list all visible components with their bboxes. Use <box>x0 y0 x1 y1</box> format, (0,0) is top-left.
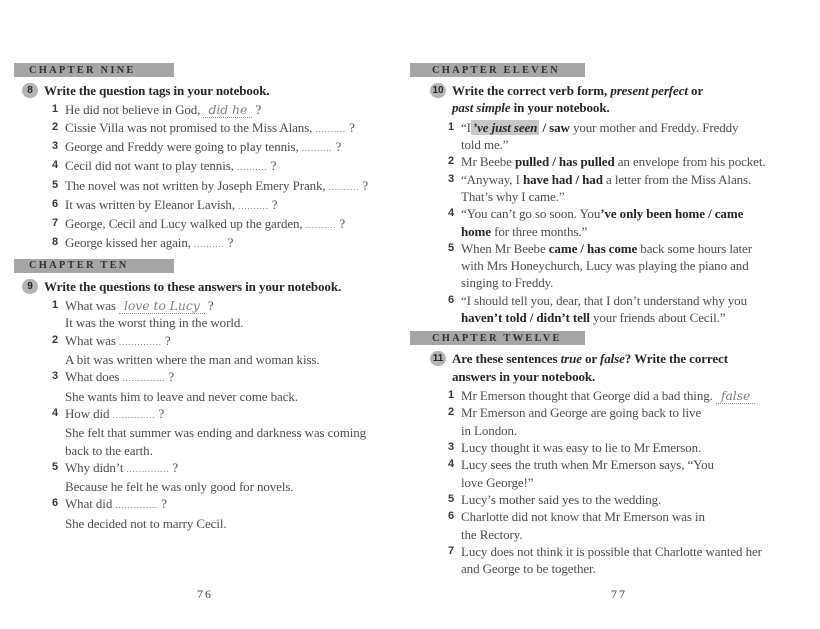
text-segment: and George to be together. <box>461 561 596 577</box>
answer-blank: .......... <box>305 220 337 231</box>
exercise-item <box>14 157 396 176</box>
text-segment: What was <box>65 332 119 348</box>
item-body <box>461 456 806 491</box>
text-line <box>452 350 728 367</box>
item-body <box>461 439 806 456</box>
exercise-item <box>14 405 396 459</box>
text-line <box>461 292 806 309</box>
item-body <box>65 215 396 234</box>
text-segment: ? <box>158 496 167 512</box>
item-body <box>461 205 806 240</box>
handwritten-answer: love to Lucy <box>119 298 205 314</box>
text-segment: A bit was written where the man and woman kiss. <box>65 352 320 368</box>
text-segment: “I should tell you, dear, that I don’t understand why you <box>461 292 747 308</box>
item-number: 5 <box>448 241 455 254</box>
item-number: 6 <box>448 293 455 306</box>
exercise-item <box>14 101 396 118</box>
text-segment: back some hours later <box>637 240 752 256</box>
item-number: 3 <box>52 140 59 152</box>
item-body <box>461 404 806 439</box>
text-line <box>461 422 806 439</box>
text-segment: Charlotte did not know that Mr Emerson was in <box>461 509 705 525</box>
answer-blank: .......... <box>236 162 268 173</box>
text-segment: It was the worst thing in the world. <box>65 315 244 331</box>
exercise-item <box>14 234 396 253</box>
item-body <box>65 101 396 118</box>
text-line <box>461 491 806 508</box>
page-number-right: 77 <box>611 587 627 601</box>
page-number-left: 76 <box>197 587 213 601</box>
bold-text-segment: or <box>581 351 601 367</box>
text-segment: Cecil did not want to play tennis, <box>65 158 237 174</box>
chapter-heading <box>14 259 174 273</box>
text-line <box>461 543 806 560</box>
bold-italic-text-segment: present perfect <box>610 83 688 98</box>
exercise-instruction <box>44 82 269 99</box>
bold-text-segment: ? Write the correct <box>624 351 728 367</box>
item-number: 8 <box>52 236 59 249</box>
item-body <box>461 491 806 508</box>
text-line <box>65 177 396 196</box>
text-line <box>65 215 396 234</box>
answer-blank: .......... <box>238 200 269 211</box>
text-segment: Mr Emerson and George are going back to live <box>461 405 702 421</box>
text-segment: Lucy’s mother said yes to the wedding. <box>461 491 662 507</box>
text-segment: the Rectory. <box>461 526 523 542</box>
item-body <box>65 119 396 138</box>
text-segment: What did <box>65 496 116 512</box>
exercise-number-badge: 11 <box>430 351 446 366</box>
text-segment: ? <box>165 369 175 385</box>
bold-text-segment: in your notebook. <box>510 100 610 116</box>
exercise-number-badge: 8 <box>22 83 38 98</box>
text-segment: How did <box>65 405 113 421</box>
text-segment: Mr Emerson thought that George did a bad thing. <box>461 388 716 404</box>
text-segment: ? <box>204 298 214 314</box>
exercise-item <box>410 439 806 456</box>
text-line <box>65 297 396 314</box>
text-segment: Mr Beebe <box>461 154 515 170</box>
item-body <box>461 171 806 206</box>
text-line <box>44 82 269 99</box>
exercise-item <box>14 177 396 196</box>
text-line <box>461 474 806 491</box>
text-line <box>461 526 806 543</box>
text-line <box>65 459 396 478</box>
text-segment: George kissed her again, <box>65 235 195 251</box>
text-segment: for three months.” <box>490 223 588 239</box>
bold-italic-text-segment: true <box>560 351 582 367</box>
item-number: 4 <box>448 458 455 471</box>
item-number: 3 <box>448 441 455 454</box>
item-number: 2 <box>448 155 455 168</box>
exercise-items <box>14 297 396 532</box>
text-line <box>65 515 396 532</box>
exercise-items <box>14 101 396 253</box>
text-segment: ? <box>332 139 342 154</box>
text-line <box>65 101 396 118</box>
exercise-item <box>14 368 396 405</box>
text-line <box>65 478 396 495</box>
text-line <box>461 257 806 274</box>
text-segment: She felt that summer was ending and darkness was coming <box>65 425 367 441</box>
item-body <box>65 157 396 176</box>
exercise-item <box>410 171 806 206</box>
text-segment: ? <box>268 196 278 212</box>
exercise-item <box>14 138 396 157</box>
bold-text-segment: / saw <box>539 119 570 135</box>
item-number: 1 <box>448 120 455 133</box>
page-77 <box>410 63 806 629</box>
chapter-section <box>410 331 806 577</box>
text-segment: singing to Freddy. <box>461 275 554 291</box>
exercise-item <box>14 297 396 332</box>
exercise-items <box>410 119 806 327</box>
bold-text-segment: or <box>687 83 704 98</box>
text-line <box>461 274 806 291</box>
text-line <box>65 314 396 331</box>
text-line <box>65 368 396 387</box>
text-segment: ? <box>359 177 369 193</box>
item-body <box>65 177 396 196</box>
highlighted-answer: ’ve just seen <box>472 119 538 135</box>
bold-italic-text-segment: past simple <box>452 100 511 116</box>
item-body <box>65 495 396 532</box>
item-number: 5 <box>52 178 59 191</box>
bold-italic-text-segment: false <box>600 351 625 367</box>
text-line <box>65 234 396 253</box>
chapter-heading-label: CHAPTER ELEVEN <box>432 64 560 76</box>
text-line <box>461 387 806 404</box>
text-line <box>65 119 396 138</box>
bold-text-segment: ’ve only been home / came <box>600 206 744 222</box>
text-segment: He did not believe in God, <box>65 102 204 118</box>
item-number: 1 <box>52 299 59 312</box>
text-segment: ? <box>336 216 346 232</box>
item-body <box>65 297 396 332</box>
bold-text-segment: came / has come <box>548 240 638 256</box>
bold-text-segment: Write the questions to these answers in your notebook. <box>44 278 342 294</box>
exercise-item <box>410 240 806 292</box>
text-segment: ? <box>224 235 234 251</box>
text-line <box>65 351 396 368</box>
item-number: 5 <box>448 492 455 505</box>
page-76 <box>14 63 396 629</box>
item-number: 3 <box>448 172 455 185</box>
bold-text-segment: Are these sentences <box>452 351 561 367</box>
text-line <box>461 456 806 473</box>
bold-text-segment: Write the question tags in your notebook. <box>44 83 270 98</box>
text-line <box>65 332 396 351</box>
text-segment: a letter from the Miss Alans. <box>602 171 752 187</box>
exercise-item <box>410 543 806 578</box>
text-segment: “I <box>461 119 471 135</box>
text-line <box>452 368 728 385</box>
exercise <box>410 350 806 385</box>
exercise-item <box>14 119 396 138</box>
text-segment: told me.” <box>461 137 509 153</box>
text-line <box>65 157 396 176</box>
text-segment: Lucy thought it was easy to lie to Mr Emerson. <box>461 440 702 456</box>
exercise-item <box>410 508 806 543</box>
item-number: 2 <box>52 333 59 346</box>
text-segment: What does <box>65 369 123 385</box>
text-line <box>65 388 396 405</box>
answer-blank: .......... <box>194 239 225 250</box>
text-line <box>461 508 806 525</box>
text-segment: George, Cecil and Lucy walked up the garden, <box>65 216 306 232</box>
exercise-items <box>410 387 806 577</box>
exercise-item <box>410 205 806 240</box>
answer-blank: .............. <box>118 336 162 347</box>
exercise-instruction <box>452 82 703 117</box>
page-77-sections <box>410 63 806 577</box>
exercise-item <box>410 404 806 439</box>
text-line <box>461 309 806 326</box>
text-line <box>461 119 806 136</box>
text-line <box>65 495 396 514</box>
page-76-sections <box>14 63 396 532</box>
bold-text-segment: haven’t told / didn’t tell <box>461 310 590 326</box>
text-segment: She wants him to leave and never come back. <box>65 388 298 404</box>
item-number: 2 <box>448 406 455 419</box>
item-body <box>461 292 806 327</box>
item-number: 7 <box>448 544 455 557</box>
text-segment: Why didn’t <box>65 459 127 475</box>
item-body <box>461 508 806 543</box>
handwritten-answer: did he <box>203 102 252 118</box>
text-segment: Cissie Villa was not promised to the Miss Alans, <box>65 119 316 135</box>
chapter-heading-label: CHAPTER NINE <box>29 64 136 76</box>
chapter-section <box>410 63 806 326</box>
text-segment: Because he felt he was only good for novels. <box>65 479 294 495</box>
item-body <box>461 240 806 292</box>
exercise-item <box>14 196 396 215</box>
exercise-instruction <box>452 350 728 385</box>
exercise-item <box>410 491 806 508</box>
exercise-item <box>14 332 396 369</box>
text-segment: love George!” <box>461 474 534 490</box>
text-line <box>461 136 806 153</box>
item-number: 4 <box>448 207 455 220</box>
text-line <box>65 138 396 157</box>
chapter-heading-label: CHAPTER TWELVE <box>432 332 562 344</box>
exercise <box>14 82 396 99</box>
chapter-heading <box>14 63 174 77</box>
text-line <box>452 99 703 116</box>
answer-blank: .......... <box>315 123 346 134</box>
text-segment: ? <box>161 332 171 348</box>
text-segment: ? <box>155 405 165 421</box>
text-segment: your mother and Freddy. Freddy <box>569 119 739 135</box>
item-body <box>461 387 806 404</box>
text-segment: When Mr Beebe <box>461 240 549 256</box>
item-body <box>65 234 396 253</box>
text-segment: back to the earth. <box>65 442 153 458</box>
handwritten-answer: false <box>716 388 755 404</box>
answer-blank: .............. <box>122 373 166 384</box>
answer-blank: .......... <box>301 143 333 153</box>
item-number: 1 <box>448 389 455 402</box>
chapter-heading <box>410 331 585 345</box>
text-line <box>461 205 806 222</box>
text-line <box>452 82 703 99</box>
text-segment: your friends about Cecil.” <box>589 310 726 326</box>
text-line <box>44 278 341 295</box>
exercise-item <box>410 292 806 327</box>
bold-text-segment: pulled / has pulled <box>514 154 615 170</box>
text-segment: in London. <box>461 422 518 438</box>
text-segment: with Mrs Honeychurch, Lucy was playing the piano and <box>461 258 749 274</box>
text-line <box>461 223 806 240</box>
text-line <box>461 439 806 456</box>
chapter-section <box>14 63 396 254</box>
text-line <box>461 153 806 170</box>
text-line <box>65 424 396 441</box>
chapter-heading-label: CHAPTER TEN <box>29 260 129 272</box>
text-segment: ? <box>267 158 277 174</box>
text-segment: Lucy sees the truth when Mr Emerson says, “You <box>461 457 714 473</box>
item-body <box>461 119 806 154</box>
text-segment: It was written by Eleanor Lavish, <box>65 196 239 212</box>
text-segment: What was <box>65 298 119 314</box>
bold-text-segment: have had / had <box>522 171 603 187</box>
answer-blank: .............. <box>115 500 159 511</box>
item-number: 1 <box>52 103 59 116</box>
text-line <box>461 240 806 257</box>
exercise-item <box>410 456 806 491</box>
text-segment: ? <box>169 459 179 475</box>
item-body <box>65 332 396 369</box>
item-number: 4 <box>52 159 59 172</box>
text-line <box>65 405 396 424</box>
text-line <box>65 442 396 459</box>
exercise-item <box>410 153 806 170</box>
item-number: 7 <box>52 217 59 230</box>
bold-text-segment: answers in your notebook. <box>452 368 596 384</box>
text-segment: George and Freddy were going to play tennis, <box>65 139 302 154</box>
exercise-item <box>14 215 396 234</box>
text-segment: ? <box>345 119 355 135</box>
item-body <box>65 405 396 459</box>
exercise-item <box>14 459 396 496</box>
item-body <box>461 153 806 170</box>
text-line <box>461 404 806 421</box>
text-segment: “Anyway, I <box>461 171 523 187</box>
bold-text-segment: Write the correct verb form, <box>452 83 611 98</box>
bold-text-segment: home <box>461 223 491 239</box>
exercise-item <box>410 387 806 404</box>
item-body <box>65 196 396 215</box>
text-segment: She decided not to marry Cecil. <box>65 515 227 531</box>
chapter-heading <box>410 63 585 77</box>
item-body <box>65 138 396 157</box>
item-number: 2 <box>52 120 59 133</box>
exercise <box>14 278 396 295</box>
item-number: 3 <box>52 370 59 383</box>
answer-blank: .......... <box>328 181 360 192</box>
item-number: 5 <box>52 460 59 473</box>
chapter-section <box>14 259 396 532</box>
item-body <box>65 459 396 496</box>
item-number: 4 <box>52 406 59 419</box>
item-body <box>65 368 396 405</box>
text-segment: Lucy does not think it is possible that Charlotte wanted her <box>461 543 762 559</box>
item-number: 6 <box>448 510 455 523</box>
exercise-item <box>14 495 396 532</box>
text-segment: an envelope from his pocket. <box>614 154 766 170</box>
text-segment: The novel was not written by Joseph Emery Prank, <box>65 177 329 193</box>
exercise <box>410 82 806 117</box>
exercise-instruction <box>44 278 341 295</box>
answer-blank: .............. <box>126 463 170 474</box>
text-line <box>461 188 806 205</box>
item-number: 6 <box>52 197 59 210</box>
text-line <box>461 560 806 577</box>
answer-blank: .............. <box>112 409 156 420</box>
text-segment: ? <box>252 102 262 118</box>
text-segment: That’s why I came.” <box>461 189 565 204</box>
item-number: 6 <box>52 497 59 510</box>
text-segment: “You can’t go so soon. You <box>461 206 601 222</box>
exercise-number-badge: 10 <box>430 83 446 98</box>
exercise-number-badge: 9 <box>22 279 38 294</box>
text-line <box>461 171 806 188</box>
text-line <box>65 196 396 215</box>
exercise-item <box>410 119 806 154</box>
item-body <box>461 543 806 578</box>
